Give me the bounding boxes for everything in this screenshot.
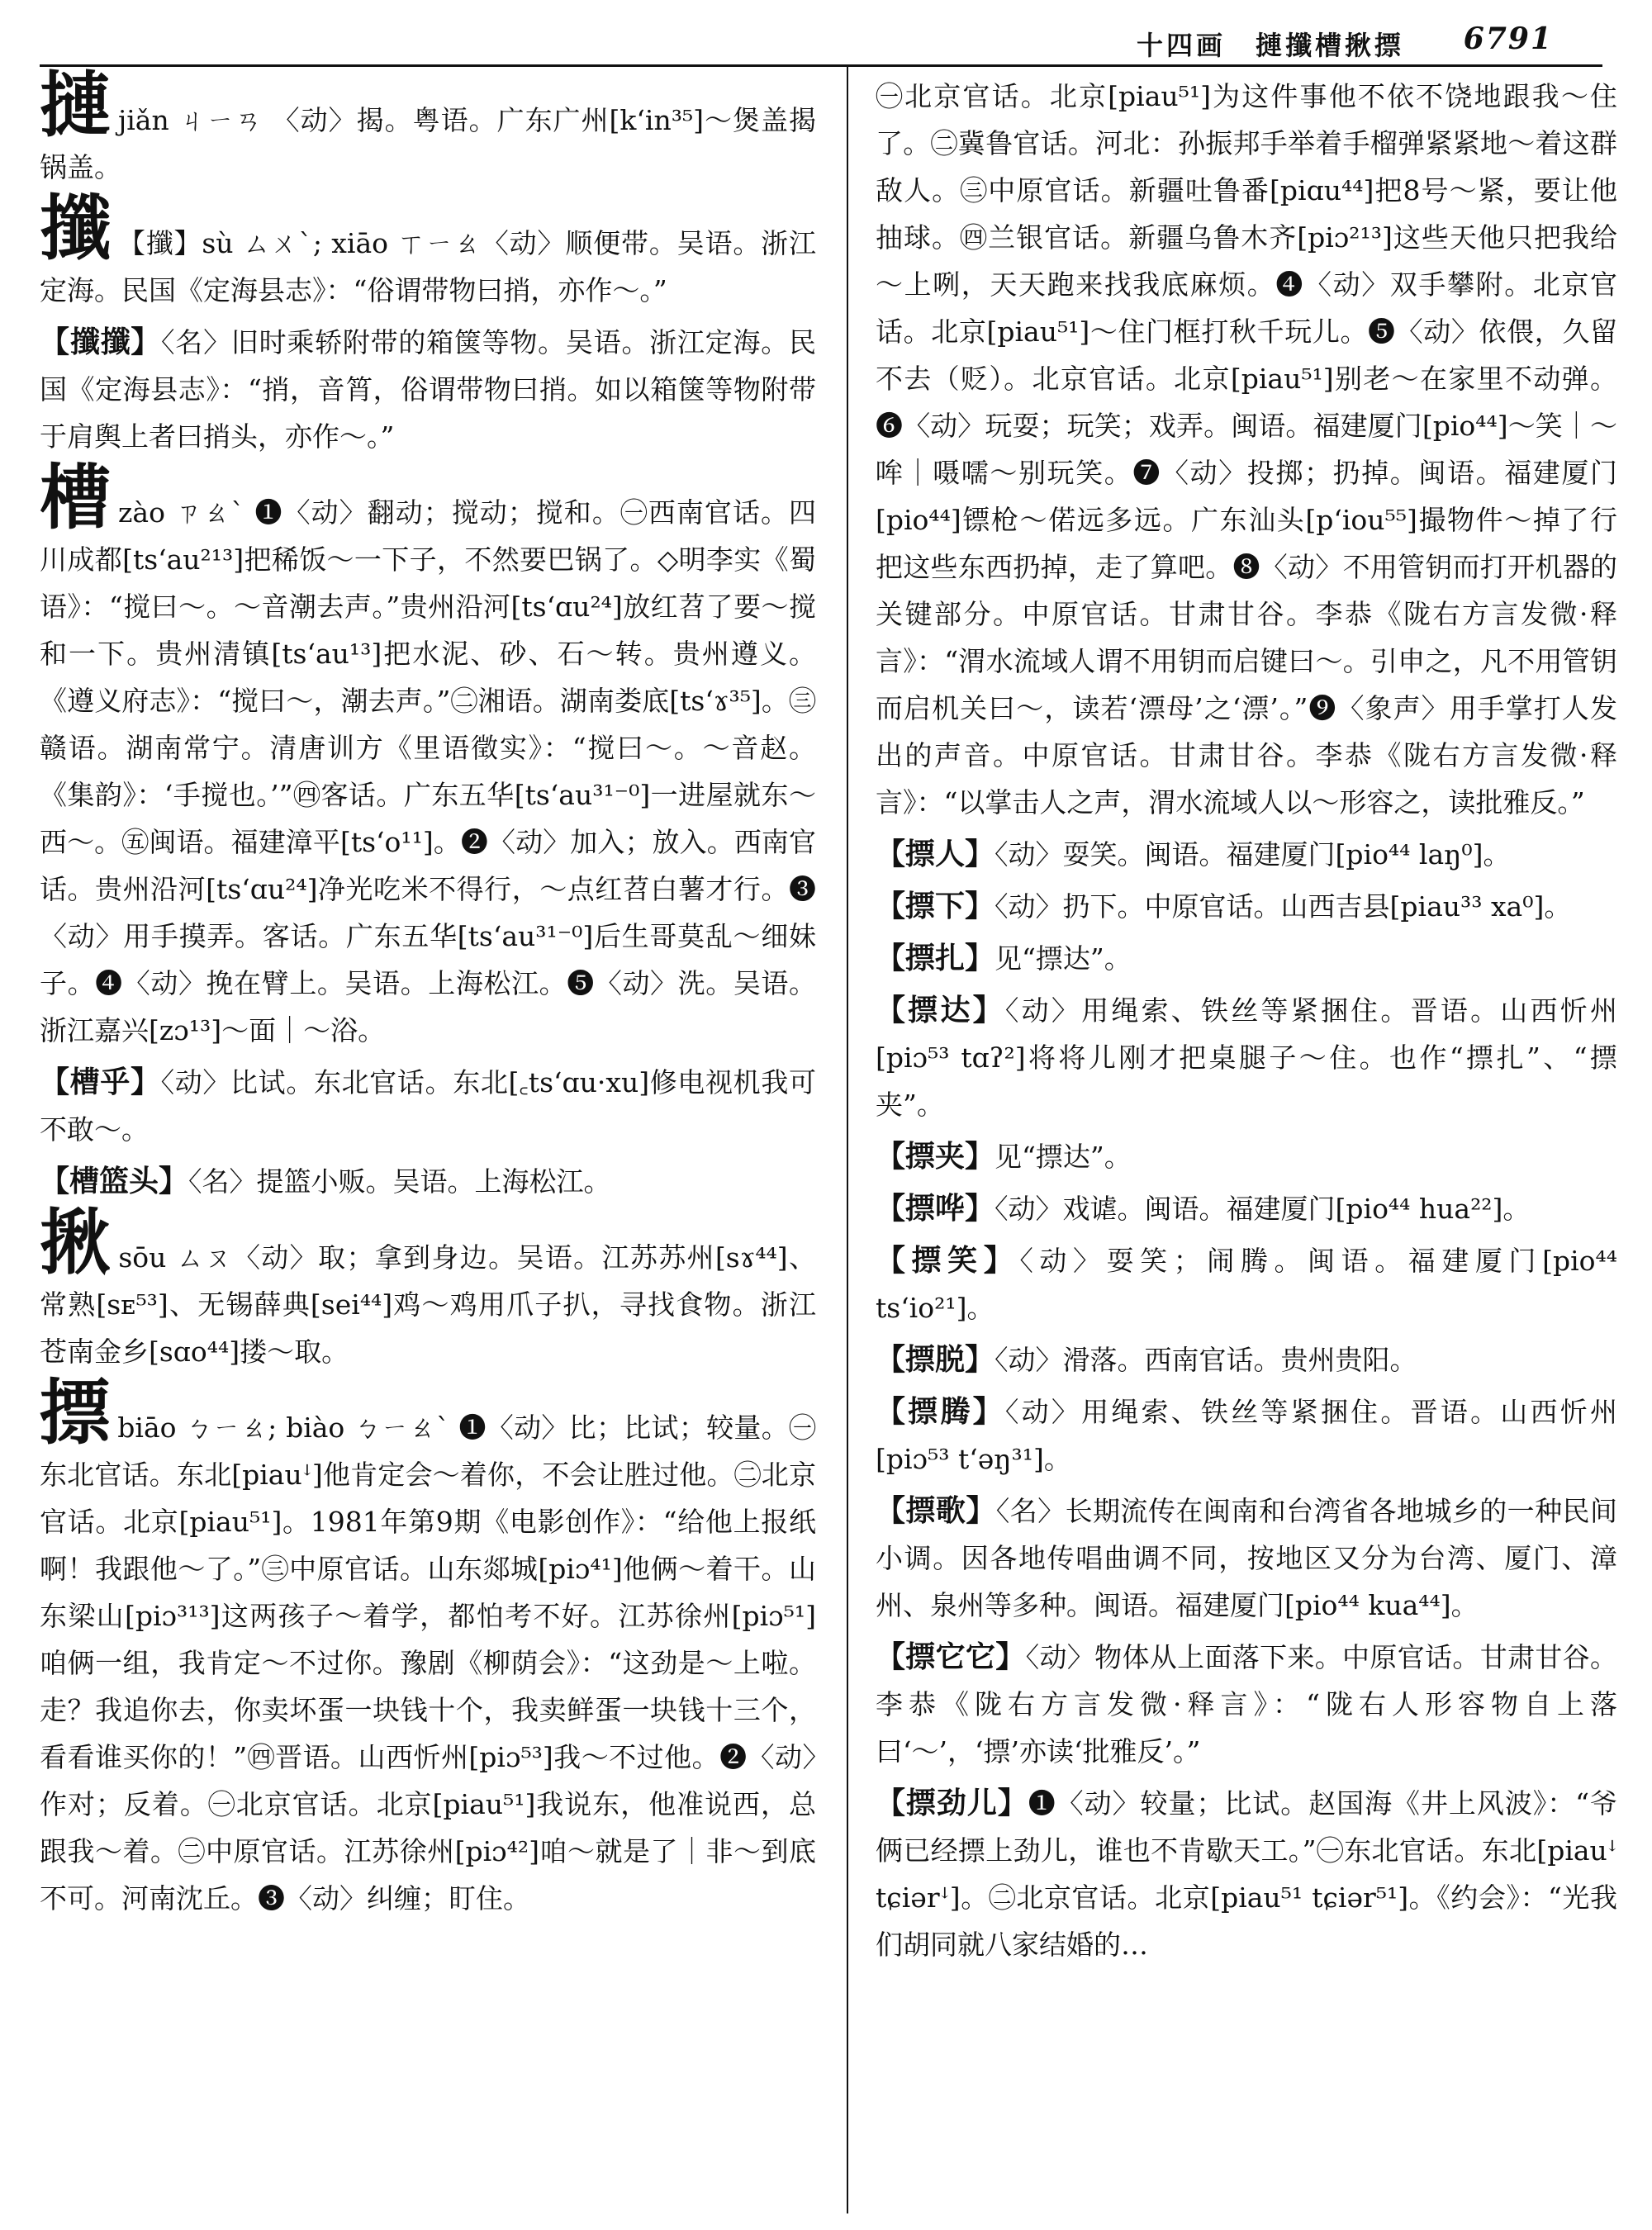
dictionary-entry [40,64,817,191]
dictionary-entry [876,883,1617,930]
compound-headword: 【摽扎】 [876,941,995,975]
compound-headword: 【攕攕】 [40,325,162,359]
entry-text: 〈动〉耍笑；闹腾。闽语。福建厦门[pio⁴⁴ tsʻio²¹]。 [876,1245,1617,1324]
headword: 槽 [40,456,112,539]
dictionary-entry [876,1336,1617,1383]
dictionary-entry-continued [876,73,1617,826]
page-header [33,15,1619,61]
dictionary-entry [40,1059,816,1153]
compound-headword: 【槽篮头】 [40,1164,189,1198]
dictionary-entry [876,935,1617,982]
entry-text: biāo ㄅㄧㄠ; biào ㄅㄧㄠˋ ❶〈动〉比；比试；较量。㊀东北官话。东北[piauꜜ]他肯定会～着你，不会让胜过他。㊁北京官话。北京[piau⁵¹]。1981年第9期《电影创作》：“给他上报纸啊！我跟他～了。”㊂中原官话。山东郯城[piɔ⁴¹]他俩～着干。山东梁山[piɔ³¹³]这两孩子～着学，都怕考不好。江苏徐州[piɔ⁵¹]咱俩一组，我肯定～不过你。豫剧《柳荫会》：“这劲是～上啦。走？我追你去，你卖坏蛋一块钱十个，我卖鲜蛋一块钱十三个，看看谁买你的！”㊃晋语。山西忻州[piɔ⁵³]我～不过他。❷〈动〉作对；反着。㊀北京官话。北京[piau⁵¹]我说东，他准说西，总跟我～着。㊁中原官话。江苏徐州[piɔ⁴²]咱～就是了｜非～到底不可。河南沈丘。❸〈动〉纠缠；盯住。 [40,1412,816,1914]
compound-headword: 【摽人】 [876,837,995,871]
left-column [40,64,817,1927]
dictionary-entry [876,1185,1617,1232]
right-column [876,73,1617,1973]
compound-headword: 【摽哗】 [876,1191,995,1226]
headword: 揪 [40,1201,112,1284]
entry-text: jiǎn ㄐㄧㄢ 〈动〉揭。粤语。广东广州[kʻin³⁵]～煲盖揭锅盖。 [40,104,817,183]
entry-text: 〈动〉戏谑。闽语。福建厦门[pio⁴⁴ hua²²]。 [995,1193,1531,1225]
entry-text: sōu ㄙㄡ〈动〉取；拿到身边。吴语。江苏苏州[sɤ⁴⁴]、常熟[sᴇ⁵³]、无锡薛典[sei⁴⁴]鸡～鸡用爪子扒，寻找食物。浙江苍南金乡[sɑo⁴⁴]搂～取。 [40,1241,816,1368]
running-head: 十四画 摙攕槽揪摽 [1136,30,1404,61]
entry-text: 〈动〉用绳索、铁丝等紧捆住。晋语。山西忻州[piɔ⁵³ tɑʔ²]将将儿刚才把桌腿子～住。也作“摽扎”、“摽夹”。 [876,994,1617,1121]
dictionary-entry [40,1371,816,1922]
headword: 攕 [40,187,112,270]
entry-text: 见“摽达”。 [995,942,1132,975]
compound-headword: 【摽夹】 [876,1139,995,1174]
entry-text: 〈动〉滑落。西南官话。贵州贵阳。 [995,1344,1417,1376]
entry-text: 〈动〉耍笑。闽语。福建厦门[pio⁴⁴ laŋ⁰]。 [995,838,1511,871]
column-divider [847,66,848,2213]
entry-text: ❶〈动〉较量；比试。赵国海《井上风波》：“爷俩已经摽上劲儿，谁也不肯歇天工。”㊀东北官话。东北[piauꜜ tɕiərꜜ]。㊁北京官话。北京[piau⁵¹ tɕiər⁵¹]。《约会》：“光我们胡同就八家结婚的… [876,1787,1617,1961]
dictionary-entry [40,187,817,314]
entry-text: 〈动〉用绳索、铁丝等紧捆住。晋语。山西忻州[piɔ⁵³ tʻəŋ³¹]。 [876,1396,1617,1475]
entry-text: 〈名〉旧时乘轿附带的箱箧等物。吴语。浙江定海。民国《定海县志》：“捎，音筲，俗谓带物曰捎。如以箱箧等物附带于肩舆上者曰捎头，亦作～。” [40,326,816,453]
compound-headword: 【摽歌】 [876,1493,996,1528]
entry-text: 〈动〉物体从上面落下来。中原官话。甘肃甘谷。李恭《陇右方言发微·释言》：“陇右人形容物自上落曰‘～’，‘摽’亦读‘批雅反’。” [876,1641,1617,1767]
dictionary-entry [876,987,1617,1128]
entry-text: 〈名〉长期流传在闽南和台湾省各地城乡的一种民间小调。因各地传唱曲调不同，按地区又分为台湾、厦门、漳州、泉州等多种。闽语。福建厦门[pio⁴⁴ kua⁴⁴]。 [876,1495,1617,1621]
dictionary-entry [876,1388,1617,1483]
compound-headword: 【摽下】 [876,889,995,923]
dictionary-entry [40,1201,816,1375]
dictionary-entry [876,831,1617,878]
dictionary-entry [40,319,816,460]
entry-text: ㊀北京官话。北京[piau⁵¹]为这件事他不依不饶地跟我～住了。㊁冀鲁官话。河北：孙振邦手举着手榴弹紧紧地～着这群敌人。㊂中原官话。新疆吐鲁番[piɑu⁴⁴]把8号～紧，要让他抽球。㊃兰银官话。新疆乌鲁木齐[piɔ²¹³]这些天他只把我给～上咧，天天跑来找我底麻烦。❹〈动〉双手攀附。北京官话。北京[piau⁵¹]～住门框打秋千玩儿。❺〈动〉依偎，久留不去（贬）。北京官话。北京[piau⁵¹]别老～在家里不动弹。❻〈动〉玩耍；玩笑；戏弄。闽语。福建厦门[pio⁴⁴]～笑｜～哞｜嗫嚅～别玩笑。❼〈动〉投掷；扔掉。闽语。福建厦门[pio⁴⁴]镖枪～偌远多远。广东汕头[pʻiou⁵⁵]撮物件～掉了行把这些东西扔掉，走了算吧。❽〈动〉不用管钥而打开机器的关键部分。中原官话。甘肃甘谷。李恭《陇右方言发微·释言》：“渭水流域人谓不用钥而启键曰～。引申之，凡不用管钥而启机关曰～，读若‘漂母’之‘漂’。”❾〈象声〉用手掌打人发出的声音。中原官话。甘肃甘谷。李恭《陇右方言发微·释言》：“以掌击人之声，渭水流域人以～形容之，读批雅反。” [876,80,1617,818]
compound-headword: 【摽腾】 [876,1394,1005,1429]
dictionary-entry [876,1237,1617,1331]
header-rule [40,64,1602,67]
compound-headword: 【槽乎】 [40,1065,161,1099]
dictionary-entry [40,1158,816,1205]
compound-headword: 【摽脱】 [876,1342,995,1377]
entry-text: 【攕】sù ㄙㄨˋ; xiāo ㄒㄧㄠ〈动〉顺便带。吴语。浙江定海。民国《定海县志》：“俗谓带物曰捎，亦作～。” [40,227,817,306]
compound-headword: 【摽达】 [876,993,1005,1027]
entry-text: 〈动〉比试。东北官话。东北[꜀tsʻɑu·xu]修电视机我可不敢～。 [40,1066,816,1146]
compound-headword: 【摽笑】 [876,1243,1020,1278]
headword: 摙 [40,64,112,147]
dictionary-entry [40,456,816,1054]
dictionary-entry [876,1634,1617,1775]
dictionary-entry [876,1780,1617,1968]
page-number: 6791 [1463,21,1553,56]
headword: 摽 [40,1371,112,1454]
entry-text: 〈动〉扔下。中原官话。山西吉县[piau³³ xa⁰]。 [995,890,1572,923]
dictionary-entry [876,1487,1617,1629]
entry-text: 〈名〉提篮小贩。吴语。上海松江。 [188,1165,611,1198]
entry-text: zào ㄗㄠˋ ❶〈动〉翻动；搅动；搅和。㊀西南官话。四川成都[tsʻau²¹³]把稀饭～一下子，不然要巴锅了。◇明李实《蜀语》：“搅曰～。～音潮去声。”贵州沿河[tsʻɑu²⁴]放红苕了要～搅和一下。贵州清镇[tsʻau¹³]把水泥、砂、石～转。贵州遵义。《遵义府志》：“搅曰～，潮去声。”㊁湘语。湖南娄底[tsʻɤ³⁵]。㊂赣语。湖南常宁。清唐训方《里语徵实》：“搅曰～。～音赵。《集韵》：‘手搅也。’”㊃客话。广东五华[tsʻau³¹⁻⁰]一进屋就东～西～。㊄闽语。福建漳平[tsʻo¹¹]。❷〈动〉加入；放入。西南官话。贵州沿河[tsʻɑu²⁴]净光吃米不得行，～点红苕白薯才行。❸〈动〉用手摸弄。客话。广东五华[tsʻau³¹⁻⁰]后生哥莫乱～细妹子。❹〈动〉挽在臂上。吴语。上海松江。❺〈动〉洗。吴语。浙江嘉兴[zɔ¹³]～面｜～浴。 [40,496,816,1046]
entry-text: 见“摽达”。 [995,1141,1132,1173]
dictionary-entry [876,1133,1617,1180]
compound-headword: 【摽劲儿】 [876,1786,1028,1820]
compound-headword: 【摽它它】 [876,1639,1026,1674]
